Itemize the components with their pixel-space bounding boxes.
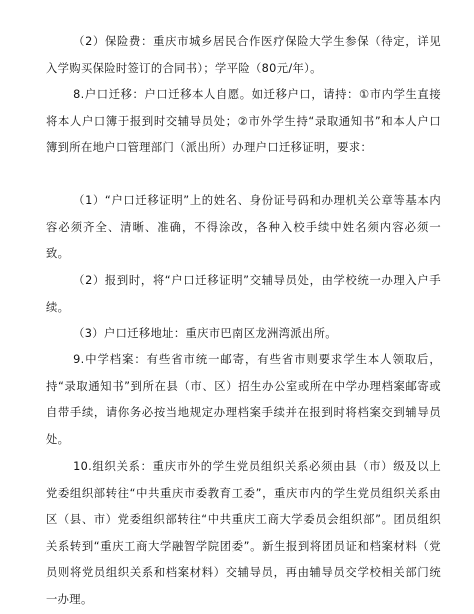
paragraph-organization-relations: 10.组织关系：重庆市外的学生党员组织关系必须由县（市）级及以上党委组织部转往“中共重庆市委教育工委”，重庆市内的学生党员组织关系由区（县、市）党委组织部转往“中共重庆工商大学委员会组织部”。团员组织关系转到“重庆工商大学融智学院团委”。新生报到将团员证和档案材料（党员则将党员组织关系和档案材料）交辅导员，再由辅导员交学校相关部门统一办理。 xyxy=(46,460,441,606)
paragraph-high-school-archive: 9.中学档案：有些省市统一邮寄，有些省市则要求学生本人领取后，持“录取通知书”到所在县（市、区）招生办公室或所在中学办理档案邮寄或自带手续，请你务必按当地规定办理档案手续并在报到时将档案交到辅导员处。 xyxy=(46,353,441,446)
paragraph-hukou-item-2: （2）报到时，将“户口迁移证明”交辅导员处，由学校统一办理入户手续。 xyxy=(46,274,441,314)
paragraph-hukou-item-1: （1）“户口迁移证明”上的姓名、身份证号码和办理机关公章等基本内容必须齐全、清晰、准确，不得涂改，各种入校手续中姓名须内容必须一致。 xyxy=(46,194,441,261)
paragraph-hukou-transfer: 8.户口迁移：户口迁移本人自愿。如迁移户口，请持：①市内学生直接将本人户口簿于报到时交辅导员处；②市外学生持“录取通知书”和本人户口簿到所在地户口管理部门（派出所）办理户口迁移证明，要求： xyxy=(46,88,441,155)
paragraph-insurance: （2）保险费：重庆市城乡居民合作医疗保险大学生参保（待定，详见入学购买保险时签订的合同书）；学平险（80元/年）。 xyxy=(46,35,441,75)
paragraph-hukou-item-3: （3）户口迁移地址：重庆市巴南区龙洲湾派出所。 xyxy=(73,327,337,340)
